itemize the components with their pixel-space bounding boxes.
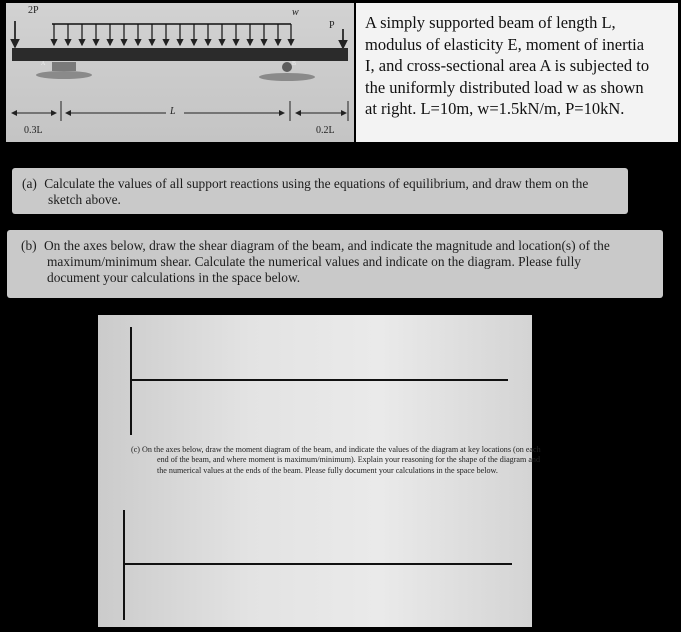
label-support-b: B	[292, 61, 297, 67]
part-c-body: On the axes below, draw the moment diagram of the beam, and indicate the values of the diagram at key locations (on each end of the beam, and where moment is maximum/minimum). Explain your reasoning for the shape of the diagram and the numerical values at the ends of the beam. Please fully document your calculations in the space below.	[142, 445, 541, 475]
distributed-load-arrows	[54, 24, 291, 45]
problem-line: modulus of elasticity E, moment of inertia	[365, 34, 645, 54]
label-p: P	[329, 20, 335, 31]
part-b	[7, 230, 663, 298]
part-b-text	[21, 238, 633, 286]
part-a-body: Calculate the values of all support reactions using the equations of equilibrium, and draw them on the sketch above.	[44, 176, 589, 207]
moment-diagram-x-axis	[124, 563, 512, 565]
part-c-text	[131, 445, 547, 476]
part-a-text	[22, 176, 618, 208]
worksheet	[98, 315, 541, 627]
problem-statement	[356, 3, 678, 142]
part-b-label: (b)	[21, 238, 37, 253]
label-03l: 0.3L	[24, 125, 43, 136]
label-support-a: A	[41, 61, 46, 67]
label-02l: 0.2L	[316, 125, 335, 136]
part-c-label: (c)	[131, 445, 140, 454]
beam-figure	[6, 3, 354, 142]
beam-sketch	[6, 3, 354, 142]
part-a	[12, 168, 628, 214]
shear-diagram-y-axis	[130, 327, 132, 435]
problem-line: I, and cross-sectional area A is subjected to	[365, 56, 650, 75]
problem-line: at right. L=10m, w=1.5kN/m, P=10kN.	[365, 99, 625, 118]
problem-line: A simply supported beam of length L,	[365, 13, 616, 32]
moment-diagram-y-axis	[123, 510, 125, 620]
support-b	[259, 62, 315, 81]
label-l: L	[170, 106, 176, 117]
part-a-label: (a)	[22, 176, 37, 191]
label-2p: 2P	[28, 5, 39, 16]
problem-line: the uniformly distributed load w as shown	[365, 77, 644, 97]
shear-diagram-x-axis	[131, 379, 508, 381]
label-w: w	[292, 7, 299, 18]
part-b-body: On the axes below, draw the shear diagram of the beam, and indicate the magnitude and location(s) of the maximum/minimum shear. Calculate the numerical values and indicate on the diagram. Please fully document your calculations in the space below.	[43, 238, 610, 285]
problem-text	[365, 12, 677, 120]
beam	[12, 48, 348, 61]
